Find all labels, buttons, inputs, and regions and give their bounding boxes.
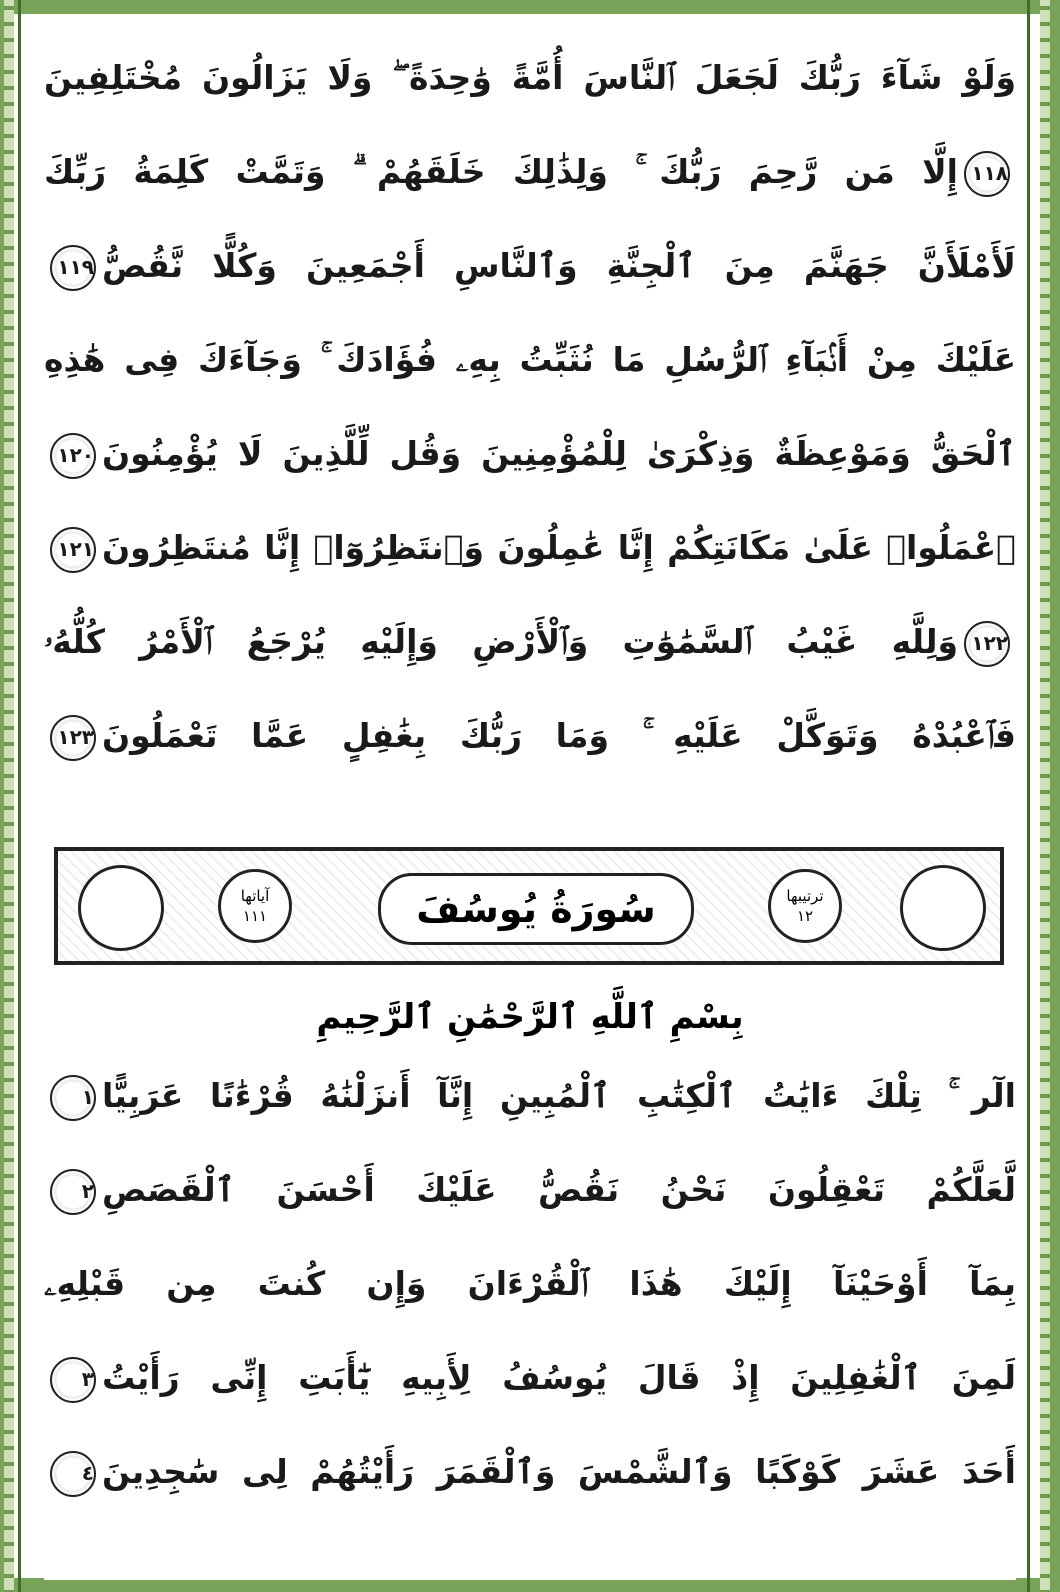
verses-label: آياتها <box>240 887 270 905</box>
page-border-chain-right <box>1040 0 1050 1592</box>
mushaf-page <box>44 20 1016 1580</box>
quran-line: بِمَآ أَوْحَيْنَآ إِلَيْكَ هَٰذَا ٱلْقُرْءَانَ وَإِن كُنتَ مِن قَبْلِهِۦ <box>44 1264 1016 1303</box>
order-label: ترتيبها <box>786 887 824 905</box>
verses-count-medallion <box>218 869 292 943</box>
ayah-end-marker: ١ <box>50 1075 96 1121</box>
surah-order-medallion <box>768 869 842 943</box>
quran-line: الٓر ۚ تِلْكَ ءَايَٰتُ ٱلْكِتَٰبِ ٱلْمُبِينِ إِنَّآ أَنزَلْنَٰهُ قُرْءَٰنًا عَرَبِيًّا١ <box>44 1060 1016 1132</box>
ayah-end-marker: ٢ <box>50 1169 96 1215</box>
ayah-end-marker: ١١٩ <box>50 245 96 291</box>
quran-line: ٱعْمَلُوا۟ عَلَىٰ مَكَانَتِكُمْ إِنَّا عَٰمِلُونَ وَٱنتَظِرُوٓا۟ إِنَّا مُنتَظِرُونَ١٢١ <box>44 512 1016 584</box>
surah-header-banner <box>54 847 1004 965</box>
quran-line: لَّعَلَّكُمْ تَعْقِلُونَ نَحْنُ نَقُصُّ عَلَيْكَ أَحْسَنَ ٱلْقَصَصِ٢ <box>44 1154 1016 1226</box>
verses-value: ١١١ <box>242 907 268 925</box>
page-border-chain-left <box>4 0 14 1592</box>
quran-line: ٱلْحَقُّ وَمَوْعِظَةٌ وَذِكْرَىٰ لِلْمُؤْمِنِينَ وَقُل لِّلَّذِينَ لَا يُؤْمِنُونَ١٢٠ <box>44 418 1016 490</box>
quran-line: أَحَدَ عَشَرَ كَوْكَبًا وَٱلشَّمْسَ وَٱلْقَمَرَ رَأَيْتُهُمْ لِى سَٰجِدِينَ٤ <box>44 1436 1016 1508</box>
ayah-end-marker: ١٢٠ <box>50 433 96 479</box>
quran-line: وَلَوْ شَآءَ رَبُّكَ لَجَعَلَ ٱلنَّاسَ أُمَّةً وَٰحِدَةً ۖ وَلَا يَزَالُونَ مُخْتَلِفِينَ <box>44 58 1016 97</box>
ayah-end-marker: ١٢١ <box>50 527 96 573</box>
quran-line: ١٢٢وَلِلَّهِ غَيْبُ ٱلسَّمَٰوَٰتِ وَٱلْأَرْضِ وَإِلَيْهِ يُرْجَعُ ٱلْأَمْرُ كُلُّهُۥ <box>44 606 1016 678</box>
ornament-knot-icon <box>900 865 986 951</box>
ornament-knot-icon <box>78 865 164 951</box>
surah-title: سُورَةُ يُوسُفَ <box>378 873 694 945</box>
quran-line: لَمِنَ ٱلْغَٰفِلِينَ إِذْ قَالَ يُوسُفُ لِأَبِيهِ يَٰٓأَبَتِ إِنِّى رَأَيْتُ٣ <box>44 1342 1016 1414</box>
quran-line: لَأَمْلَأَنَّ جَهَنَّمَ مِنَ ٱلْجِنَّةِ وَٱلنَّاسِ أَجْمَعِينَ وَكُلًّا نَّقُصُّ١١٩ <box>44 230 1016 302</box>
bismillah: بِسْمِ ٱللَّهِ ٱلرَّحْمَٰنِ ٱلرَّحِيمِ <box>316 997 744 1037</box>
order-value: ١٢ <box>796 907 814 925</box>
ayah-end-marker: ٣ <box>50 1357 96 1403</box>
ayah-end-marker: ١١٨ <box>964 151 1010 197</box>
ayah-end-marker: ٤ <box>50 1451 96 1497</box>
quran-line: ١١٨إِلَّا مَن رَّحِمَ رَبُّكَ ۚ وَلِذَٰلِكَ خَلَقَهُمْ ۗ وَتَمَّتْ كَلِمَةُ رَبِّكَ <box>44 136 1016 208</box>
quran-line: فَٱعْبُدْهُ وَتَوَكَّلْ عَلَيْهِ ۚ وَمَا رَبُّكَ بِغَٰفِلٍ عَمَّا تَعْمَلُونَ١٢٣ <box>44 700 1016 772</box>
ayah-end-marker: ١٢٣ <box>50 715 96 761</box>
ayah-end-marker: ١٢٢ <box>964 621 1010 667</box>
quran-line: عَلَيْكَ مِنْ أَنۢبَآءِ ٱلرُّسُلِ مَا نُثَبِّتُ بِهِۦ فُؤَادَكَ ۚ وَجَآءَكَ فِى هَٰذِهِ <box>44 340 1016 379</box>
